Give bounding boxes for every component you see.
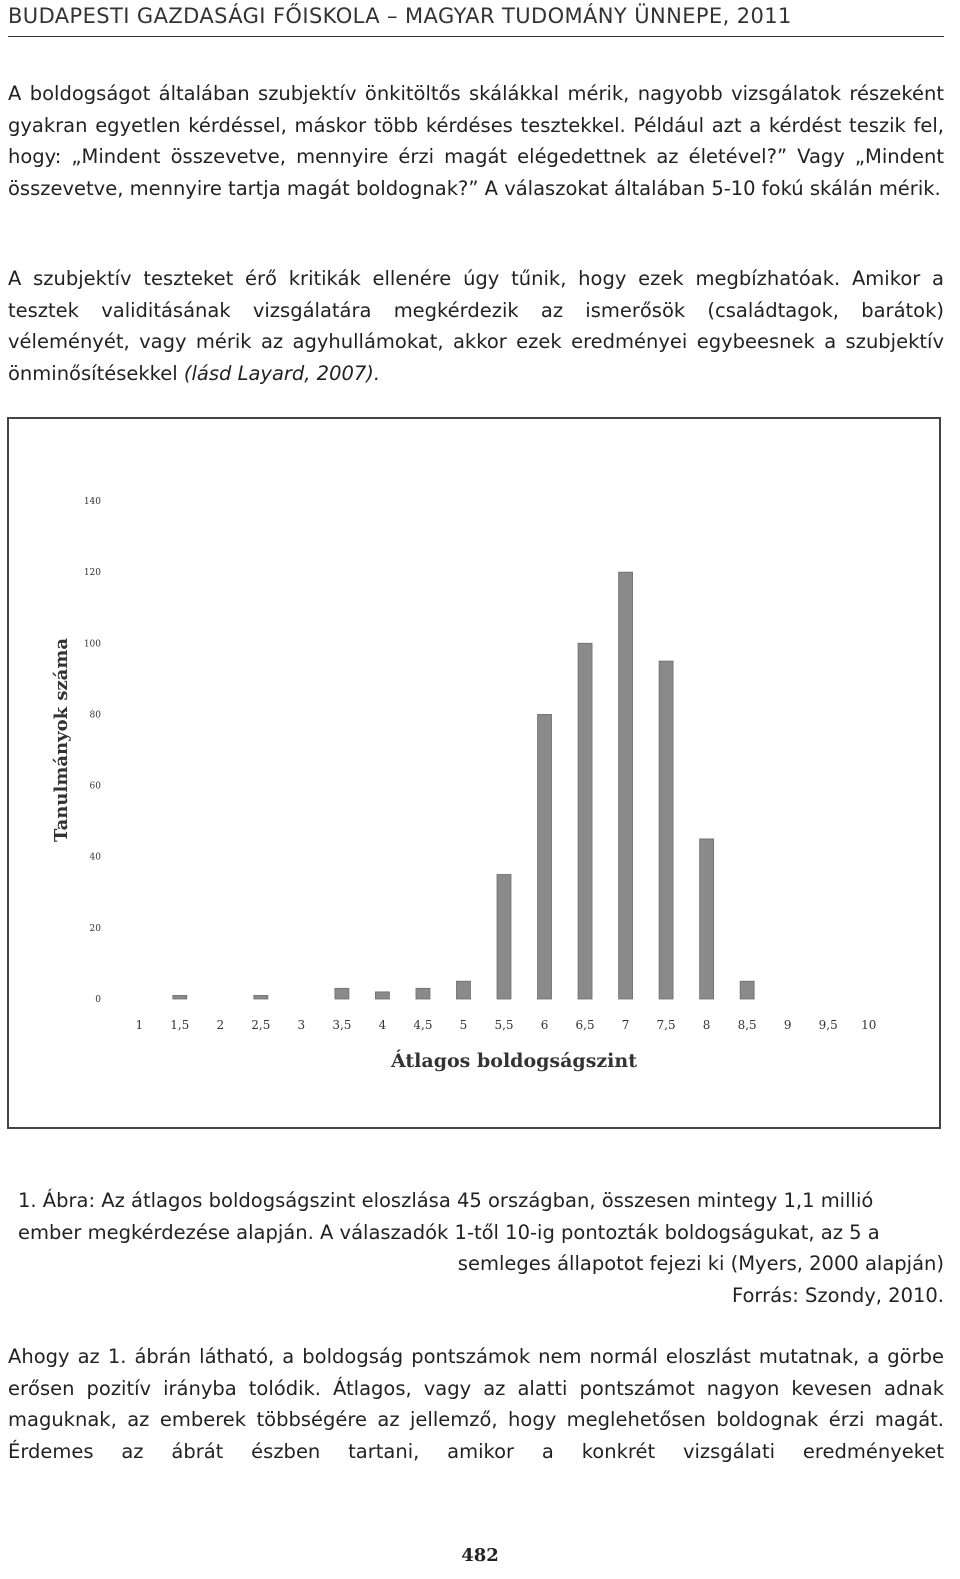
page-number: 482	[461, 1545, 499, 1566]
y-axis-title: Tanulmányok száma	[51, 637, 72, 843]
bar	[659, 661, 673, 999]
y-tick-label: 140	[83, 497, 101, 507]
header-rule	[8, 36, 944, 37]
y-tick-label: 0	[95, 995, 101, 1005]
caption-line-1: 1. Ábra: Az átlagos boldogságszint eloszlása 45 országban, összesen mintegy 1,1 millió	[18, 1189, 874, 1212]
bar	[416, 988, 430, 999]
x-tick-label: 4	[378, 1018, 387, 1032]
running-header: BUDAPESTI GAZDASÁGI FŐISKOLA – MAGYAR TUDOMÁNY ÜNNEPE, 2011	[8, 4, 792, 28]
x-tick-label: 5	[459, 1018, 468, 1032]
bar	[578, 643, 592, 999]
y-tick-label: 100	[83, 639, 101, 650]
bar	[254, 995, 268, 999]
x-tick-label: 4,5	[413, 1018, 433, 1032]
x-tick-label: 9,5	[818, 1018, 838, 1032]
x-tick-label: 5,5	[494, 1018, 514, 1032]
y-tick-label: 80	[89, 710, 101, 721]
bar	[740, 981, 754, 999]
histogram-chart	[9, 419, 939, 1127]
bar	[375, 992, 389, 999]
x-tick-label: 1	[135, 1018, 144, 1032]
bar	[497, 875, 511, 1000]
paragraph-1: A boldogságot általában szubjektív önkitöltős skálákkal mérik, nagyobb vizsgálatok részeként gyakran egyetlen kérdéssel, máskor több kérdéses tesztekkel. Például azt a kérdést teszik fel, hogy: „Mindent összevetve, mennyire érzi magát elégedettnek az életével?” Vagy „Mindent összevetve, mennyire tartja magát boldognak?” A válaszokat általában 5-10 fokú skálán mérik.	[8, 82, 944, 200]
bar	[173, 995, 187, 999]
y-tick-label: 60	[89, 781, 101, 792]
paragraph-2-citation: (lásd Layard, 2007).	[183, 361, 381, 385]
caption-source: Forrás: Szondy, 2010.	[731, 1283, 944, 1307]
caption-line-2: ember megkérdezése alapján. A válaszadók 1-től 10-ig pontozták boldogságukat, az 5 a	[18, 1220, 880, 1244]
x-tick-label: 7	[621, 1018, 630, 1032]
paragraph-2	[8, 263, 944, 389]
x-tick-label: 9	[783, 1018, 792, 1032]
x-tick-label: 2,5	[251, 1018, 271, 1032]
paragraph-3: Ahogy az 1. ábrán látható, a boldogság pontszámok nem normál eloszlást mutatnak, a görbe erősen pozitív irányba tolódik. Átlagos, vagy az alatti pontszámot nagyon kevesen adnak maguknak, az emberek többségére az jellemző, hogy meglehetősen boldognak érzi magát. Érdemes az ábrát észben tartani, amikor a konkrét vizsgálati eredményeket	[8, 1345, 944, 1463]
x-tick-label: 1,5	[170, 1018, 190, 1032]
x-tick-label: 10	[861, 1018, 877, 1032]
x-axis-title: Átlagos boldogságszint	[391, 1050, 637, 1072]
x-tick-label: 8	[702, 1018, 711, 1032]
x-tick-label: 6	[540, 1018, 549, 1032]
bar	[619, 572, 633, 999]
x-tick-label: 3,5	[332, 1018, 352, 1032]
bar	[538, 714, 552, 999]
x-tick-label: 8,5	[737, 1018, 757, 1032]
y-tick-label: 20	[89, 923, 101, 934]
x-tick-label: 2	[216, 1018, 225, 1032]
figure-caption	[8, 1185, 944, 1311]
caption-line-3: semleges állapotot fejezi ki (Myers, 2000 alapján)	[457, 1252, 944, 1275]
x-tick-label: 6,5	[575, 1018, 595, 1032]
x-tick-label: 7,5	[656, 1018, 676, 1032]
x-tick-label: 3	[297, 1018, 306, 1032]
figure-frame	[7, 417, 941, 1129]
bar	[335, 988, 349, 999]
y-tick-label: 120	[83, 568, 101, 579]
bar	[456, 981, 470, 999]
paragraph-2-text: A szubjektív teszteket érő kritikák ellenére úgy tűnik, hogy ezek megbízhatóak. Amikor a tesztek validitásának vizsgálatára megkérdezik az ismerősök (családtagok, barátok) véleményét, vagy mérik az agyhullámokat, akkor ezek eredményei egybeesnek a szubjektív önminősítésekkel	[8, 267, 944, 385]
bar	[700, 839, 714, 999]
y-tick-label: 40	[89, 852, 101, 863]
